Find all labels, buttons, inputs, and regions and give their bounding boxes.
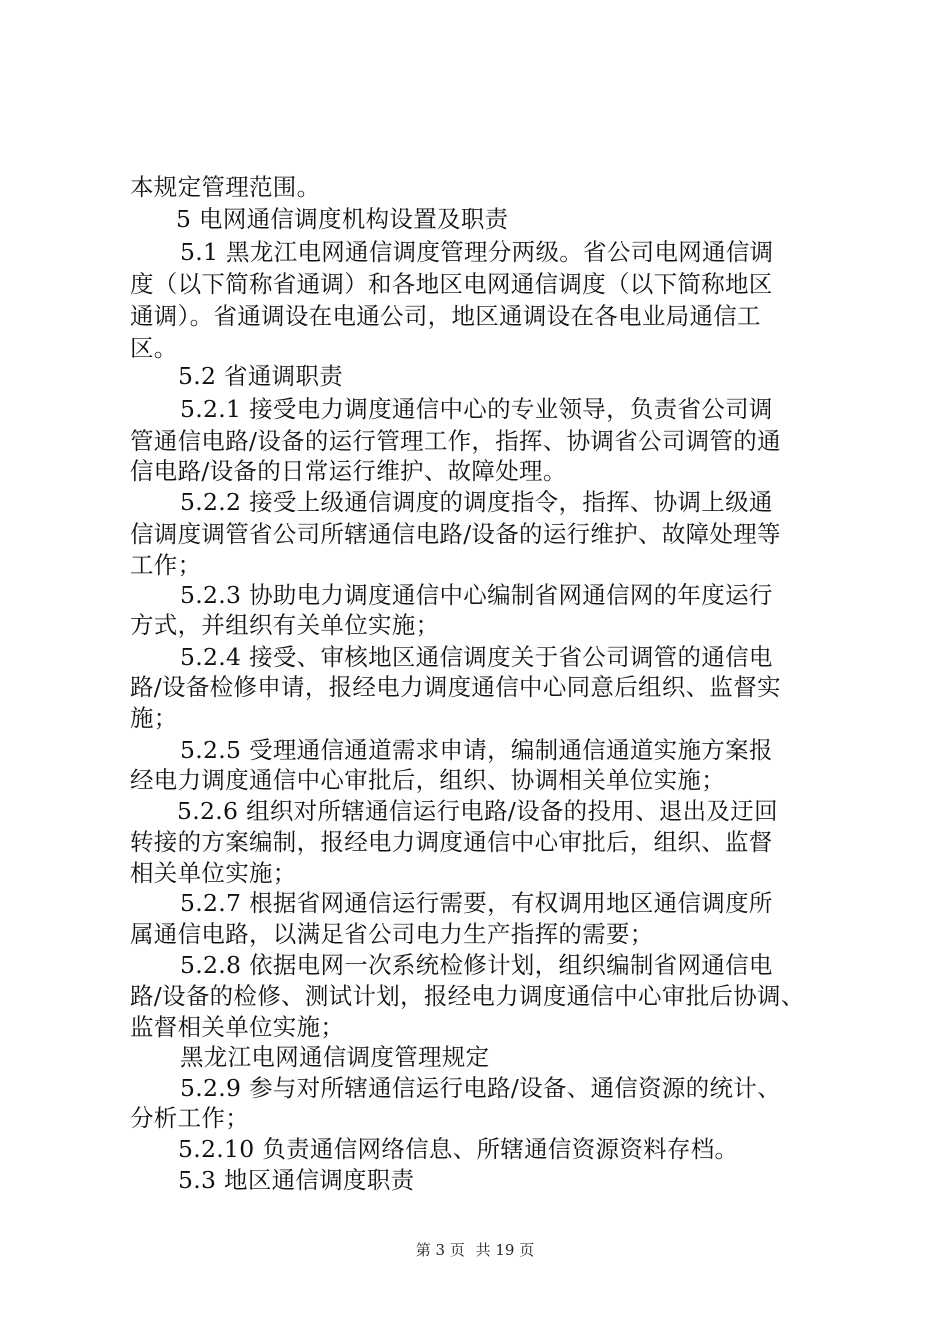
text-line: 5.2.2 接受上级通信调度的调度指令，指挥、协调上级通 [180,488,773,516]
text-line: 5.2.7 根据省网通信运行需要，有权调用地区通信调度所 [180,889,773,917]
text-line: 方式，并组织有关单位实施； [130,611,440,639]
text-line: 转接的方案编制，报经电力调度通信中心审批后，组织、监督 [130,828,773,856]
text-line: 5.2.6 组织对所辖通信运行电路/设备的投用、退出及迂回 [177,797,778,825]
text-line: 5.1 黑龙江电网通信调度管理分两级。省公司电网通信调 [180,238,774,266]
text-line: 5.2.3 协助电力调度通信中心编制省网通信网的年度运行 [180,581,773,609]
total-pages: 共 19 页 [475,1241,535,1259]
text-line: 5.2.8 依据电网一次系统检修计划，组织编制省网通信电 [180,951,773,979]
text-line: 5.2.4 接受、审核地区通信调度关于省公司调管的通信电 [180,643,773,671]
text-line: 路/设备的检修、测试计划，报经电力调度通信中心审批后协调、 [130,982,805,1010]
section-heading: 5 电网通信调度机构设置及职责 [176,205,509,233]
running-header-text: 黑龙江电网通信调度管理规定 [180,1043,490,1071]
section-heading: 5.3 地区通信调度职责 [178,1166,415,1194]
text-line: 属通信电路，以满足省公司电力生产指挥的需要； [130,920,654,948]
text-line: 信调度调管省公司所辖通信电路/设备的运行维护、故障处理等 [130,520,781,548]
text-line: 工作； [130,551,202,579]
text-line: 5.2.10 负责通信网络信息、所辖通信资源资料存档。 [178,1135,739,1163]
text-line: 分析工作； [130,1104,249,1132]
page-number: 第 3 页 [415,1241,465,1259]
text-line: 5.2.9 参与对所辖通信运行电路/设备、通信资源的统计、 [180,1074,781,1102]
text-line: 相关单位实施； [130,859,297,887]
text-line: 路/设备检修申请，报经电力调度通信中心同意后组织、监督实 [130,673,781,701]
text-line: 本规定管理范围。 [130,173,321,201]
text-line: 经电力调度通信中心审批后，组织、协调相关单位实施； [130,766,725,794]
text-line: 区。 [130,334,178,362]
text-line: 通调）。省通调设在电通公司，地区通调设在各电业局通信工 [130,302,761,330]
text-line: 管通信电路/设备的运行管理工作，指挥、协调省公司调管的通 [130,427,781,455]
text-line: 施； [130,704,178,732]
text-line: 5.2.1 接受电力调度通信中心的专业领导，负责省公司调 [180,395,773,423]
page-footer [0,1240,950,1260]
text-line: 监督相关单位实施； [130,1013,345,1041]
text-line: 信电路/设备的日常运行维护、故障处理。 [130,457,567,485]
text-line: 5.2.5 受理通信通道需求申请，编制通信通道实施方案报 [180,736,773,764]
section-heading: 5.2 省通调职责 [178,362,344,390]
text-line: 度（以下简称省通调）和各地区电网通信调度（以下简称地区 [130,270,773,298]
